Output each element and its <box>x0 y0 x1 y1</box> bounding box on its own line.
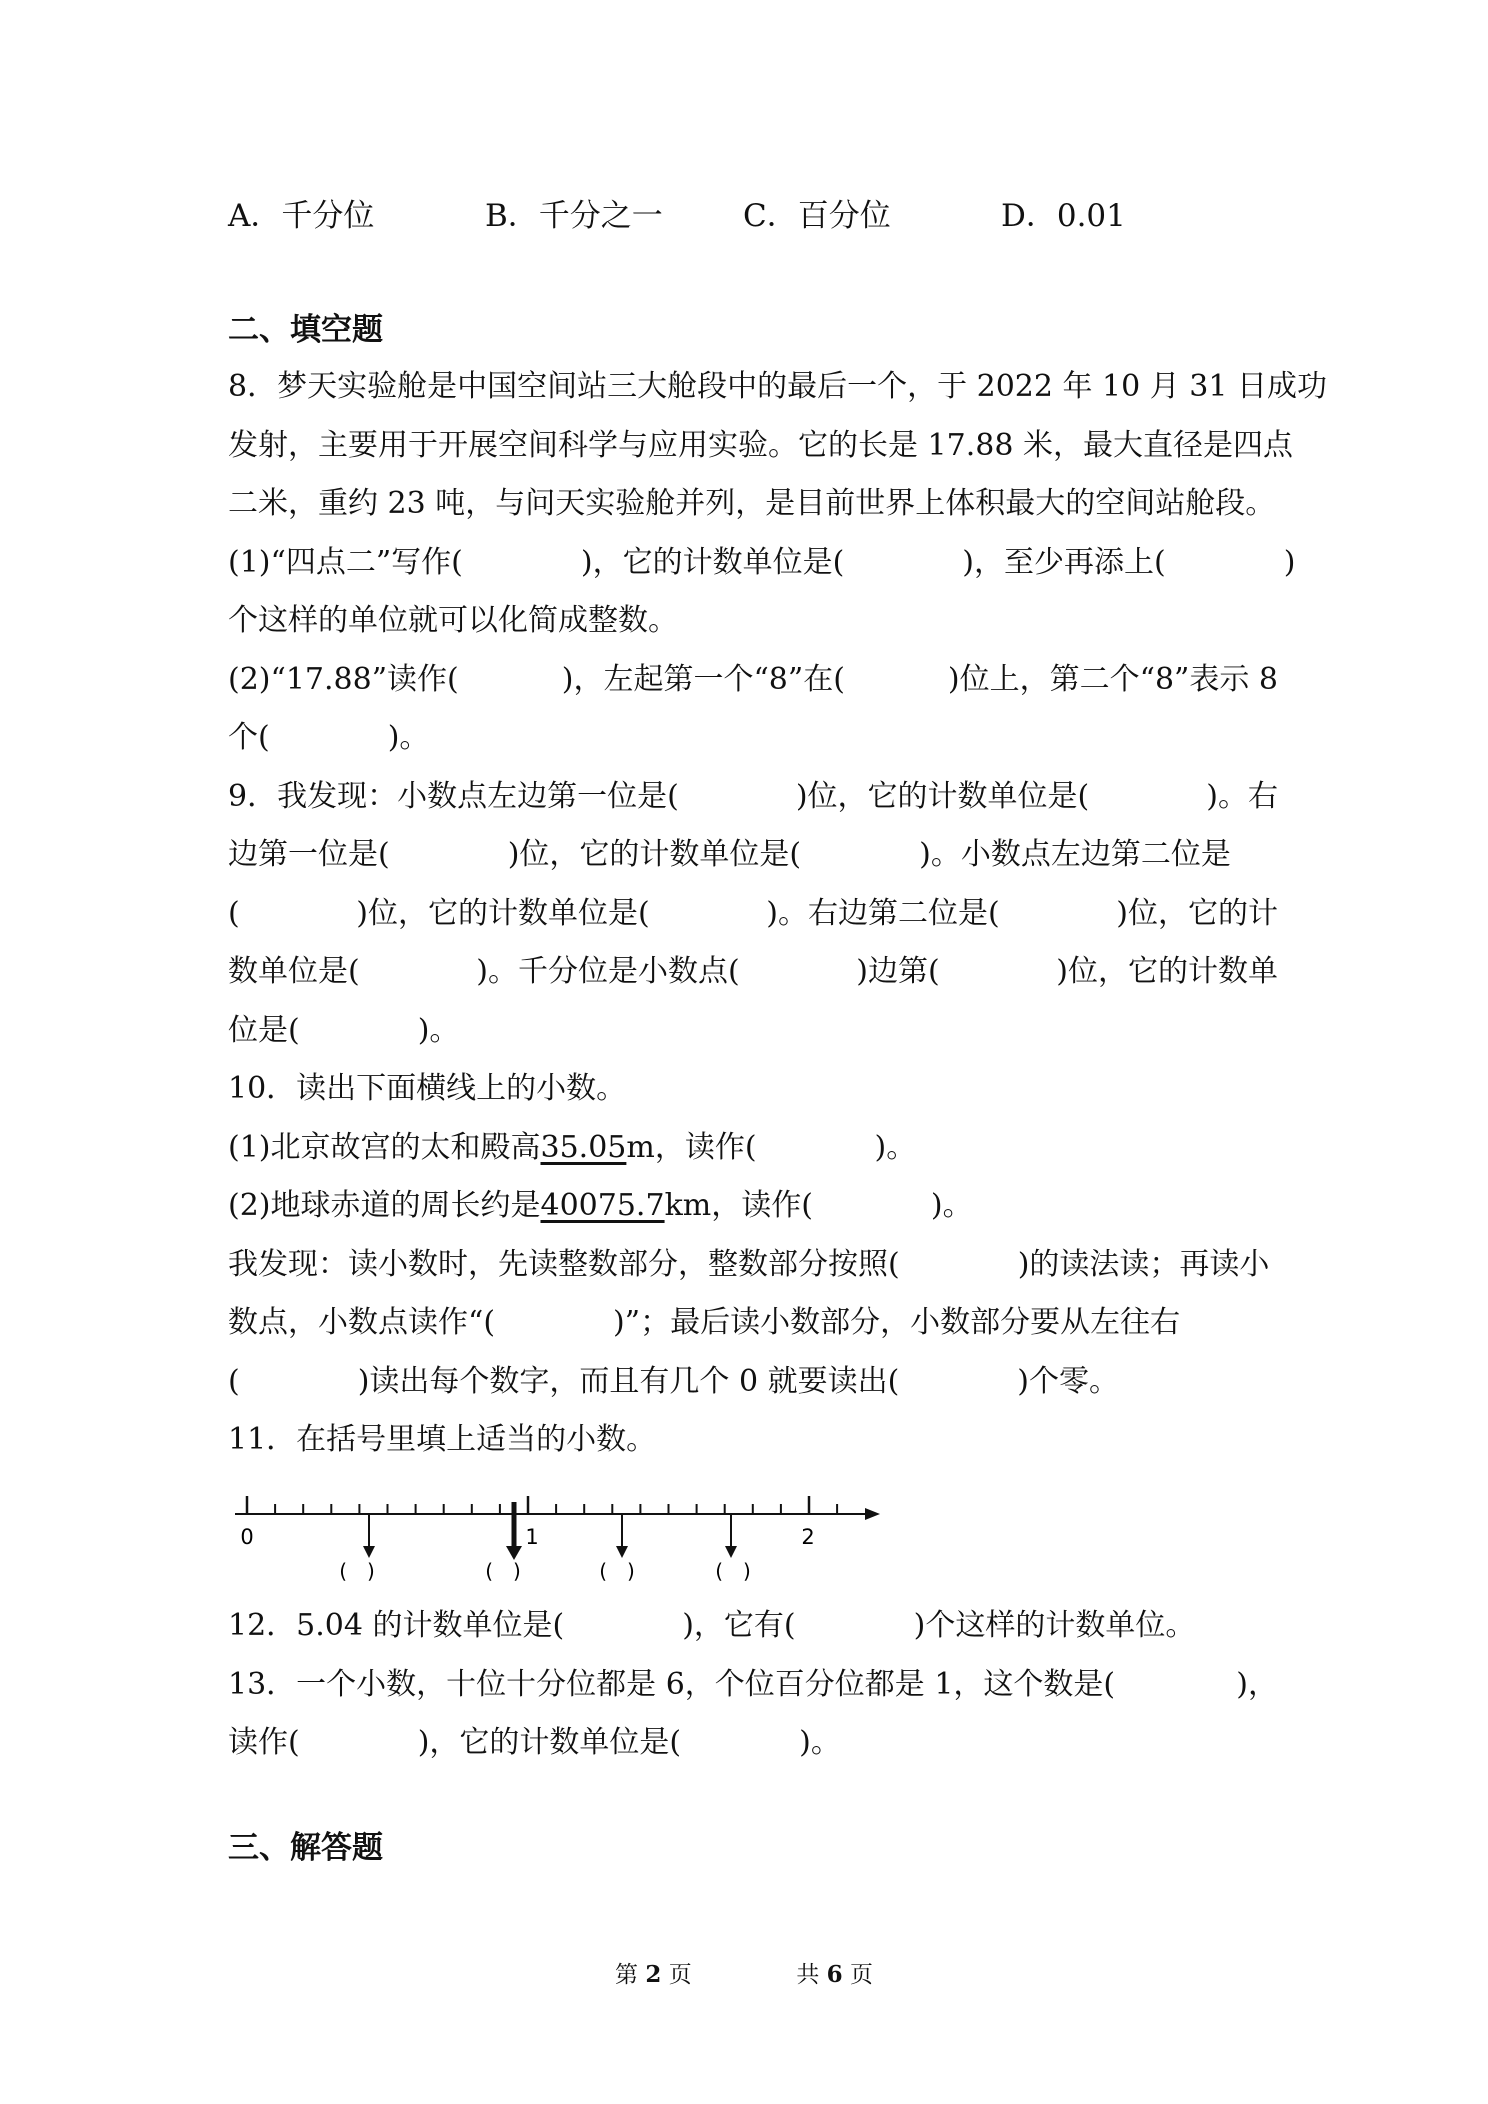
q10-part2: (2)地球赤道的周长约是 40075.7 km，读作( )。 <box>228 1177 1278 1236</box>
number-line-diagram <box>225 1470 885 1590</box>
option-a: A．千分位 <box>228 198 375 234</box>
page-number: 2 <box>645 1961 662 1988</box>
total-pages: 6 <box>826 1961 843 1988</box>
q10-finding-3: ( )读出每个数字，而且有几个 0 就要读出( )个零。 <box>228 1363 1120 1399</box>
option-c: C．百分位 <box>743 198 891 234</box>
q8-line-1: 8．梦天实验舱是中国空间站三大舱段中的最后一个，于 2022 年 10 月 31 日成功 <box>228 369 1327 404</box>
q12: 12．5.04 的计数单位是( )，它有( )个这样的计数单位。 <box>228 1608 1196 1643</box>
q9-line-1: 9．我发现：小数点左边第一位是( )位，它的计数单位是( )。右 <box>228 778 1278 814</box>
answer-bracket: ( ) <box>715 1559 751 1583</box>
q8-line-2: 发射，主要用于开展空间科学与应用实验。它的长是 17.88 米，最大直径是四点 <box>228 427 1293 463</box>
q9-line-3: ( )位，它的计数单位是( )。右边第二位是( )位，它的计 <box>228 895 1279 931</box>
q9-line-4: 数单位是( )。千分位是小数点( )边第( )位，它的计数单 <box>228 954 1279 989</box>
q10-finding-1: 我发现：读小数时，先读整数部分，整数部分按照( )的读法读；再读小 <box>228 1246 1270 1282</box>
q13-line-1: 13．一个小数，十位十分位都是 6，个位百分位都是 1，这个数是( )， <box>228 1666 1278 1702</box>
q10-title: 10．读出下面横线上的小数。 <box>228 1071 627 1106</box>
down-arrow <box>363 1514 375 1558</box>
q8-line-3: 二米，重约 23 吨，与问天实验舱并列，是目前世界上体积最大的空间站舱段。 <box>228 486 1276 521</box>
fill-questions <box>228 358 1327 1470</box>
underlined-number: 35.05 <box>540 1129 627 1165</box>
option-d: D．0.01 <box>1001 198 1126 234</box>
answer-bracket: ( ) <box>599 1559 635 1583</box>
q8-part1: (1)“四点二”写作( )，它的计数单位是( )，至少再添上( ) <box>228 544 1296 580</box>
section-heading-fill: 二、填空题 <box>228 312 383 348</box>
q8-part2-cont: 个( )。 <box>228 720 430 755</box>
tick-marks <box>247 1496 837 1514</box>
down-arrow-bold <box>506 1502 522 1560</box>
option-b: B．千分之一 <box>485 198 663 234</box>
fill-questions-cont <box>228 1597 1278 1773</box>
section-heading-answer: 三、解答题 <box>228 1830 383 1866</box>
answer-bracket: ( ) <box>339 1559 375 1583</box>
down-arrow <box>616 1514 628 1558</box>
q8-part2: (2)“17.88”读作( )，左起第一个“8”在( )位上，第二个“8”表示 8 <box>228 661 1278 697</box>
q11-title: 11．在括号里填上适当的小数。 <box>228 1422 657 1457</box>
q8-part1-cont: 个这样的单位就可以化简成整数。 <box>228 603 678 638</box>
label-1: 1 <box>525 1525 539 1549</box>
q10-finding-2: 数点，小数点读作“( )”；最后读小数部分，小数部分要从左往右 <box>228 1305 1181 1340</box>
underlined-number: 40075.7 <box>540 1188 665 1223</box>
q10-part1: (1)北京故宫的太和殿高 35.05 m，读作( )。 <box>228 1119 1278 1178</box>
down-arrow <box>725 1514 737 1558</box>
label-0: 0 <box>240 1525 254 1549</box>
axis-arrowhead <box>865 1508 880 1520</box>
page-footer: 第 2 页 共 6 页 <box>615 1961 873 1988</box>
q13-line-2: 读作( )，它的计数单位是( )。 <box>228 1725 841 1760</box>
answer-bracket: ( ) <box>485 1559 521 1583</box>
label-2: 2 <box>801 1525 815 1549</box>
q9-line-2: 边第一位是( )位，它的计数单位是( )。小数点左边第二位是 <box>228 837 1231 872</box>
q9-line-5: 位是( )。 <box>228 1012 460 1048</box>
